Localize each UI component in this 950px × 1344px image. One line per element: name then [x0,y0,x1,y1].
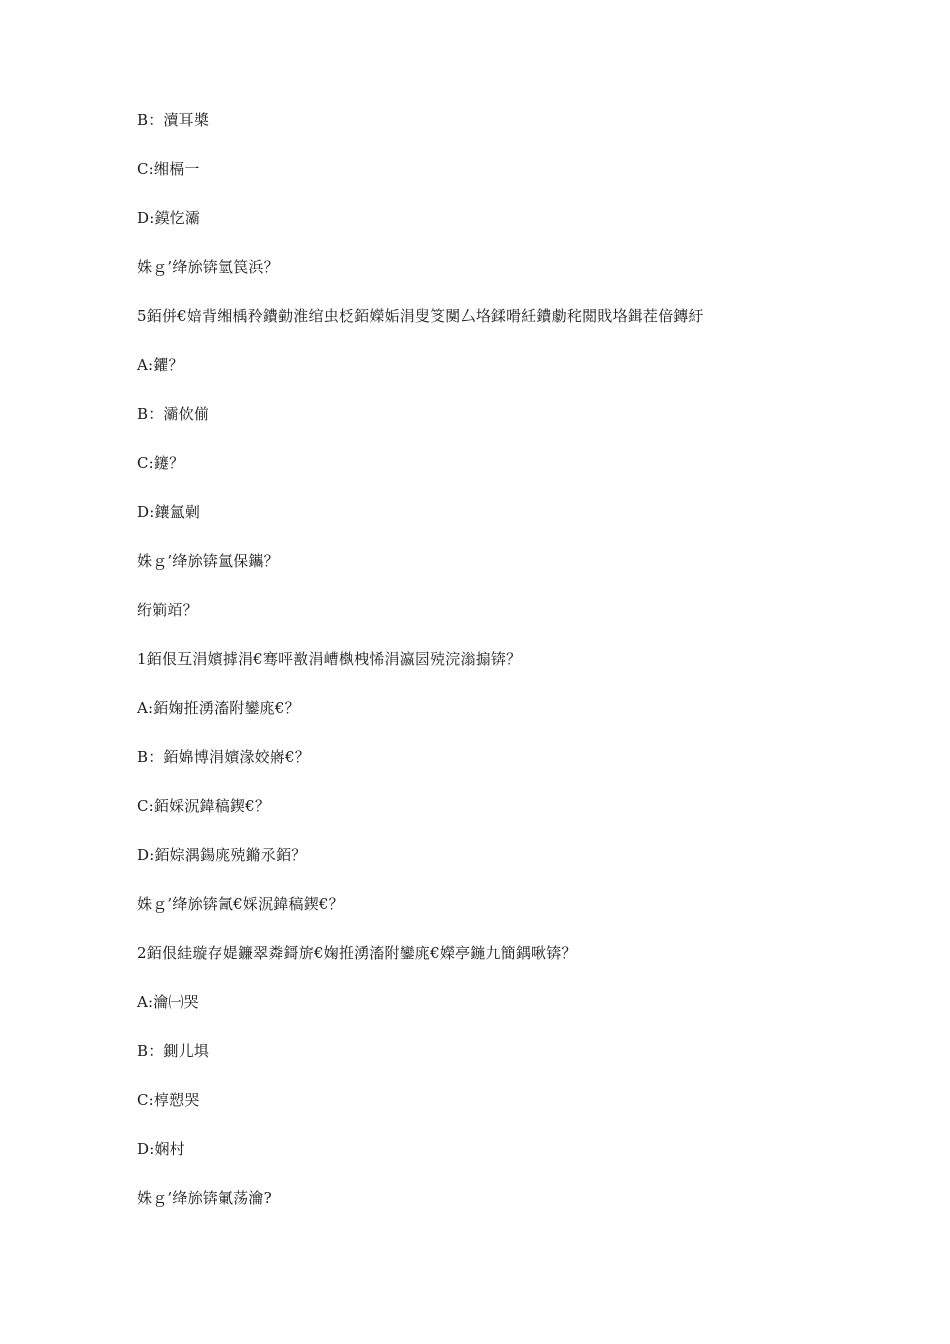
option-c-line: C:缃槅一 [137,160,200,178]
section-heading: 绗箣竡？ [137,601,198,619]
answer-line: 姝ｇ’绛旀锛氭荡瀹? [137,1189,272,1207]
option-d-line: D:娴村 [137,1140,185,1158]
option-d-line: D:鑲氳劋 [137,503,201,521]
option-a-line: A:銆婅拰湧滀附鑾庣€？ [137,699,300,717]
option-c-line: C:銆婇泦鍏稿鍥€？ [137,797,271,815]
answer-line: 姝ｇ’绛旀锛氫笢浜？ [137,258,279,276]
option-d-line: D:銆婃湡鍚庣殑鏅氶銆？ [137,846,307,864]
option-b-line: B：鍘儿埧 [137,1042,210,1060]
question-1-line: 1銆佷互涓嬪摢涓€骞呯敾涓嶆槸栧悕涓瀛囩殑浣滃搧锛？ [137,650,522,668]
question-5-line: 5銆併€婄背缃楀矝鐨勭淮绾虫柉銆嬫姤涓叟笅闃厶垎鍒嗗紝鐨勮秺閲戝垎鍓茬偣鏄紆 [137,307,704,325]
option-c-line: C:椁愬哭 [137,1091,200,1109]
option-a-line: A:鑺？ [137,356,184,374]
option-d-line: D:鏌忔灞 [137,209,201,227]
question-2-line: 2銆佷絓璇存媞鐮翠粦鎶旂€婅拰湧滀附鑾庣€嬫亭鍦九簡鍝啾锛？ [137,944,577,962]
option-b-line: B：灞佽偂 [137,405,210,423]
option-a-line: A:瀹㈠哭 [137,993,199,1011]
answer-line: 姝ｇ’绛旀锛氳保鑴？ [137,552,279,570]
option-b-line: B：銆婂博涓嬪湪姣嶈€？ [137,748,310,766]
answer-line: 姝ｇ’绛旀锛氥€婇泦鍏稿鍥€？ [137,895,344,913]
option-c-line: C:鑳？ [137,454,185,472]
option-b-line: B：瀆耳槳 [137,111,210,129]
